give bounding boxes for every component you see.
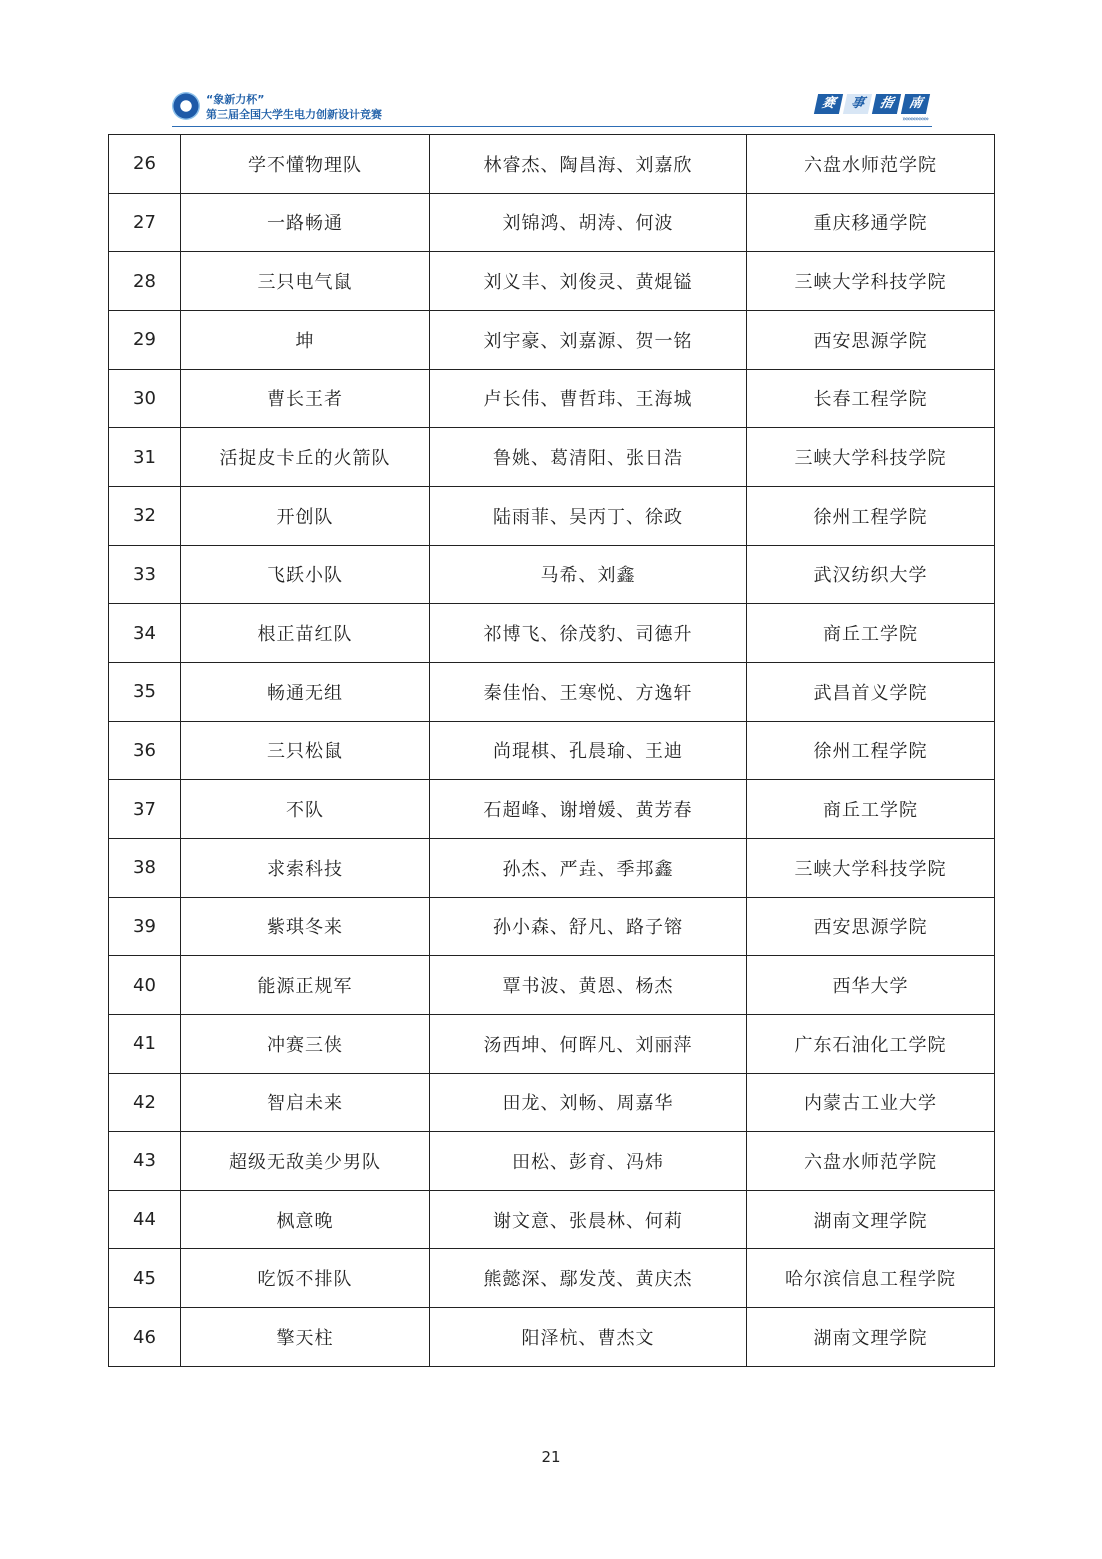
row-number: 34 bbox=[109, 604, 181, 663]
page-header bbox=[172, 90, 932, 132]
contest-name: 第三届全国大学生电力创新设计竞赛 bbox=[206, 108, 382, 121]
team-name: 不队 bbox=[181, 780, 430, 839]
cup-name: “象新力杯” bbox=[206, 93, 265, 106]
table-row bbox=[109, 662, 995, 721]
team-name: 三只电气鼠 bbox=[181, 252, 430, 311]
row-number: 45 bbox=[109, 1249, 181, 1308]
row-number: 44 bbox=[109, 1190, 181, 1249]
table-row bbox=[109, 193, 995, 252]
table-row bbox=[109, 1249, 995, 1308]
school-name: 湖南文理学院 bbox=[747, 1308, 995, 1367]
team-name: 开创队 bbox=[181, 486, 430, 545]
team-name: 求索科技 bbox=[181, 838, 430, 897]
table-row bbox=[109, 310, 995, 369]
table-row bbox=[109, 838, 995, 897]
table-row bbox=[109, 780, 995, 839]
chevron-decoration: »»»»»»»» bbox=[902, 115, 928, 123]
team-name: 活捉皮卡丘的火箭队 bbox=[181, 428, 430, 487]
contest-logo-icon bbox=[172, 92, 200, 120]
school-name: 六盘水师范学院 bbox=[747, 135, 995, 194]
team-name: 三只松鼠 bbox=[181, 721, 430, 780]
school-name: 武昌首义学院 bbox=[747, 662, 995, 721]
team-members: 汤西坤、何晖凡、刘丽萍 bbox=[430, 1014, 747, 1073]
team-name: 紫琪冬来 bbox=[181, 897, 430, 956]
team-members: 熊懿深、鄢发茂、黄庆杰 bbox=[430, 1249, 747, 1308]
team-members: 刘锦鸿、胡涛、何波 bbox=[430, 193, 747, 252]
team-members: 田龙、刘畅、周嘉华 bbox=[430, 1073, 747, 1132]
row-number: 43 bbox=[109, 1132, 181, 1191]
team-members: 刘宇豪、刘嘉源、贺一铭 bbox=[430, 310, 747, 369]
team-roster-table bbox=[108, 134, 995, 1367]
table-row bbox=[109, 486, 995, 545]
contest-title bbox=[206, 92, 382, 122]
school-name: 徐州工程学院 bbox=[747, 721, 995, 780]
team-members: 鲁姚、葛清阳、张日浩 bbox=[430, 428, 747, 487]
table-row bbox=[109, 135, 995, 194]
team-members: 阳泽杭、曹杰文 bbox=[430, 1308, 747, 1367]
school-name: 重庆移通学院 bbox=[747, 193, 995, 252]
school-name: 徐州工程学院 bbox=[747, 486, 995, 545]
row-number: 32 bbox=[109, 486, 181, 545]
school-name: 武汉纺织大学 bbox=[747, 545, 995, 604]
team-name: 畅通无组 bbox=[181, 662, 430, 721]
row-number: 26 bbox=[109, 135, 181, 194]
row-number: 28 bbox=[109, 252, 181, 311]
team-members: 林睿杰、陶昌海、刘嘉欣 bbox=[430, 135, 747, 194]
table-row bbox=[109, 369, 995, 428]
team-members: 田松、彭育、冯炜 bbox=[430, 1132, 747, 1191]
row-number: 36 bbox=[109, 721, 181, 780]
row-number: 33 bbox=[109, 545, 181, 604]
guide-char: 指 bbox=[872, 94, 901, 114]
school-name: 广东石油化工学院 bbox=[747, 1014, 995, 1073]
row-number: 29 bbox=[109, 310, 181, 369]
school-name: 内蒙古工业大学 bbox=[747, 1073, 995, 1132]
team-name: 坤 bbox=[181, 310, 430, 369]
school-name: 西安思源学院 bbox=[747, 897, 995, 956]
team-name: 超级无敌美少男队 bbox=[181, 1132, 430, 1191]
team-name: 智启未来 bbox=[181, 1073, 430, 1132]
table-row bbox=[109, 1014, 995, 1073]
row-number: 27 bbox=[109, 193, 181, 252]
team-name: 枫意晚 bbox=[181, 1190, 430, 1249]
team-members: 刘义丰、刘俊灵、黄焜镒 bbox=[430, 252, 747, 311]
team-members: 卢长伟、曹哲玮、王海城 bbox=[430, 369, 747, 428]
team-name: 学不懂物理队 bbox=[181, 135, 430, 194]
guide-char: 事 bbox=[843, 94, 872, 114]
school-name: 三峡大学科技学院 bbox=[747, 838, 995, 897]
team-members: 祁博飞、徐茂豹、司德升 bbox=[430, 604, 747, 663]
school-name: 西华大学 bbox=[747, 956, 995, 1015]
school-name: 哈尔滨信息工程学院 bbox=[747, 1249, 995, 1308]
event-guide-badge bbox=[816, 94, 928, 114]
school-name: 三峡大学科技学院 bbox=[747, 252, 995, 311]
school-name: 商丘工学院 bbox=[747, 780, 995, 839]
table-row bbox=[109, 545, 995, 604]
table-row bbox=[109, 252, 995, 311]
school-name: 长春工程学院 bbox=[747, 369, 995, 428]
row-number: 40 bbox=[109, 956, 181, 1015]
team-name: 曹长王者 bbox=[181, 369, 430, 428]
row-number: 46 bbox=[109, 1308, 181, 1367]
table-row bbox=[109, 604, 995, 663]
team-members: 覃书波、黄恩、杨杰 bbox=[430, 956, 747, 1015]
row-number: 30 bbox=[109, 369, 181, 428]
table-row bbox=[109, 956, 995, 1015]
team-name: 能源正规军 bbox=[181, 956, 430, 1015]
table-row bbox=[109, 1308, 995, 1367]
table-row bbox=[109, 721, 995, 780]
header-divider bbox=[172, 126, 932, 127]
table-row bbox=[109, 428, 995, 487]
table-row bbox=[109, 897, 995, 956]
school-name: 西安思源学院 bbox=[747, 310, 995, 369]
row-number: 38 bbox=[109, 838, 181, 897]
school-name: 湖南文理学院 bbox=[747, 1190, 995, 1249]
team-name: 擎天柱 bbox=[181, 1308, 430, 1367]
team-members: 孙小森、舒凡、路子镕 bbox=[430, 897, 747, 956]
team-members: 石超峰、谢增媛、黄芳春 bbox=[430, 780, 747, 839]
team-name: 一路畅通 bbox=[181, 193, 430, 252]
table-row bbox=[109, 1132, 995, 1191]
row-number: 35 bbox=[109, 662, 181, 721]
school-name: 三峡大学科技学院 bbox=[747, 428, 995, 487]
guide-char: 赛 bbox=[814, 94, 843, 114]
school-name: 六盘水师范学院 bbox=[747, 1132, 995, 1191]
row-number: 42 bbox=[109, 1073, 181, 1132]
team-members: 秦佳怡、王寒悦、方逸轩 bbox=[430, 662, 747, 721]
team-members: 尚琨棋、孔晨瑜、王迪 bbox=[430, 721, 747, 780]
roster-body bbox=[109, 135, 995, 1367]
row-number: 39 bbox=[109, 897, 181, 956]
page-number: 21 bbox=[541, 1448, 561, 1466]
team-members: 陆雨菲、吴丙丁、徐政 bbox=[430, 486, 747, 545]
team-members: 谢文意、张晨林、何莉 bbox=[430, 1190, 747, 1249]
row-number: 31 bbox=[109, 428, 181, 487]
row-number: 37 bbox=[109, 780, 181, 839]
row-number: 41 bbox=[109, 1014, 181, 1073]
team-members: 马希、刘鑫 bbox=[430, 545, 747, 604]
team-name: 冲赛三侠 bbox=[181, 1014, 430, 1073]
team-name: 根正苗红队 bbox=[181, 604, 430, 663]
table-row bbox=[109, 1073, 995, 1132]
guide-char: 南 bbox=[901, 94, 930, 114]
team-name: 吃饭不排队 bbox=[181, 1249, 430, 1308]
team-name: 飞跃小队 bbox=[181, 545, 430, 604]
school-name: 商丘工学院 bbox=[747, 604, 995, 663]
team-members: 孙杰、严垚、季邦鑫 bbox=[430, 838, 747, 897]
table-row bbox=[109, 1190, 995, 1249]
